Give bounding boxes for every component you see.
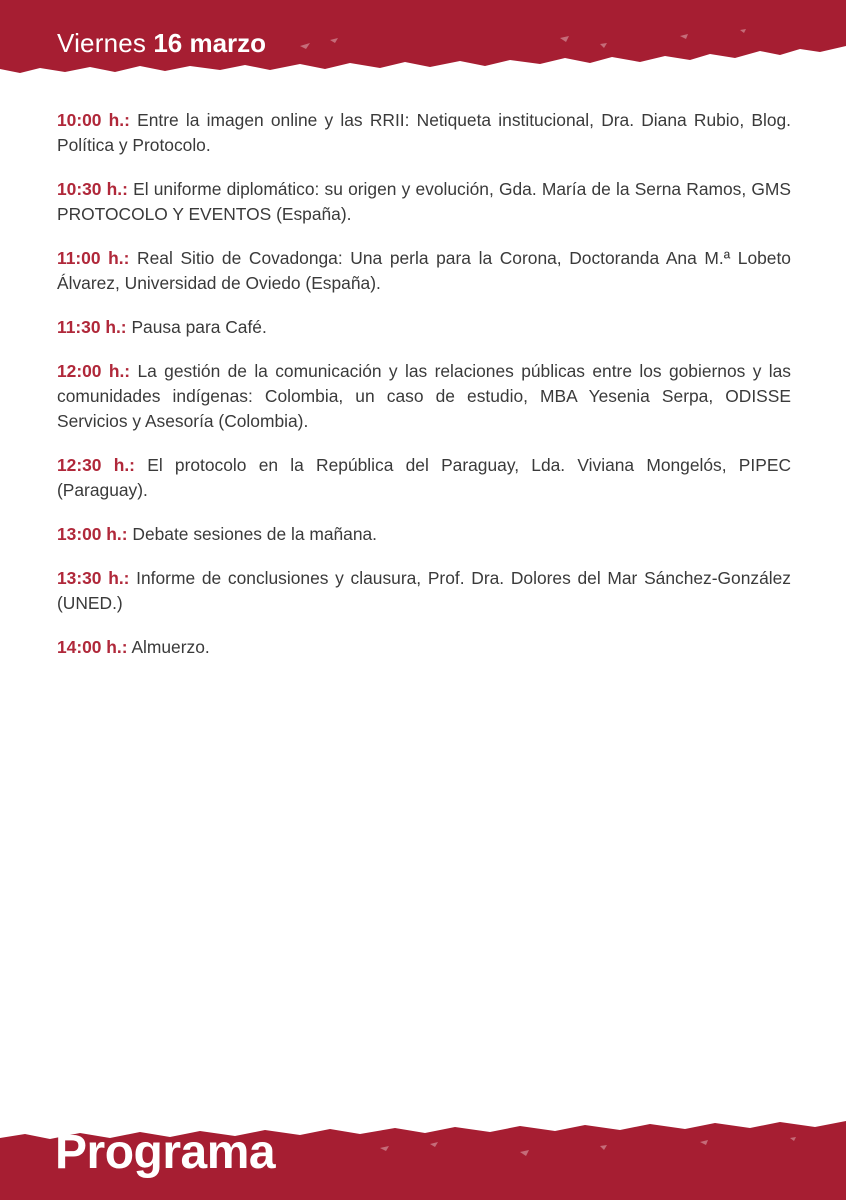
entry-text: El uniforme diplomático: su origen y evolución, Gda. María de la Serna Ramos, GMS PROTOCOLO Y EVENTOS (España). [57,179,791,224]
schedule-entry [57,453,791,503]
footer-title: Programa [55,1126,276,1179]
schedule-entry [57,359,791,434]
entry-text: Pausa para Café. [131,317,267,337]
entry-text: El protocolo en la República del Paraguay, Lda. Viviana Mongelós, PIPEC (Paraguay). [57,455,791,500]
entry-time: 13:00 h.: [57,524,128,544]
entry-text: La gestión de la comunicación y las relaciones públicas entre los gobiernos y las comunidades indígenas: Colombia, un caso de estudio, MBA Yesenia Serpa, ODISSE Servicios y Asesoría (Colombia). [57,361,791,431]
entry-time: 12:30 h.: [57,455,135,475]
schedule-entry [57,566,791,616]
entry-time: 10:00 h.: [57,110,130,130]
header-date: 16 marzo [153,28,267,58]
entry-text: Debate sesiones de la mañana. [132,524,378,544]
entry-text: Real Sitio de Covadonga: Una perla para la Corona, Doctoranda Ana M.ª Lobeto Álvarez, Universidad de Oviedo (España). [57,248,791,293]
entry-time: 12:00 h.: [57,361,131,381]
schedule-list [57,108,791,679]
entry-time: 11:00 h.: [57,248,130,268]
entry-time: 13:30 h.: [57,568,130,588]
schedule-entry [57,635,791,660]
entry-time: 14:00 h.: [57,637,128,657]
page-header-title [57,28,266,58]
entry-time: 10:30 h.: [57,179,128,199]
entry-text: Almuerzo. [131,637,210,657]
entry-text: Informe de conclusiones y clausura, Prof. Dra. Dolores del Mar Sánchez-González (UNED.) [57,568,792,613]
schedule-entry [57,522,791,547]
schedule-entry [57,246,791,296]
schedule-entry [57,315,791,340]
schedule-entry [57,177,791,227]
entry-time: 11:30 h.: [57,317,127,337]
entry-text: Entre la imagen online y las RRII: Netiqueta institucional, Dra. Diana Rubio, Blog. Política y Protocolo. [57,110,791,155]
header-day: Viernes [57,28,147,58]
schedule-entry [57,108,791,158]
